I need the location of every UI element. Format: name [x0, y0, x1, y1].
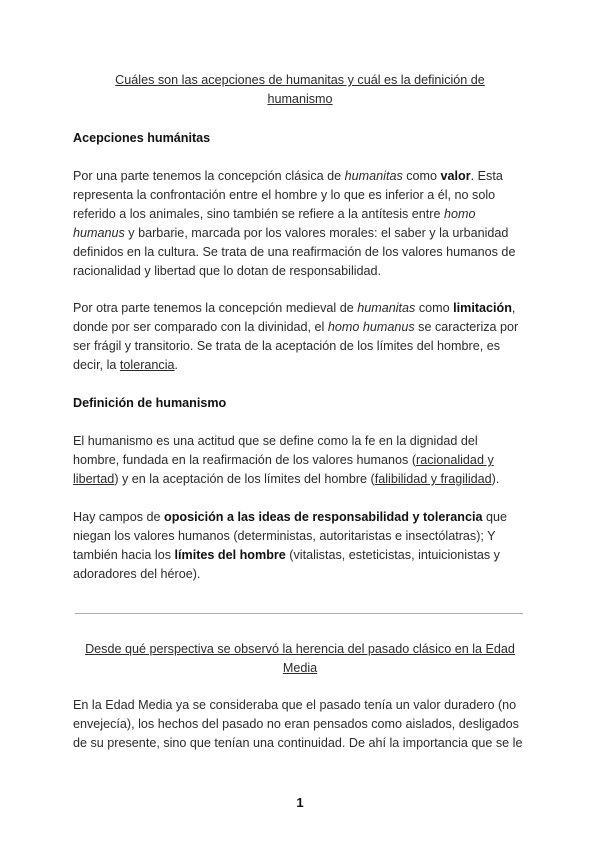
text-run: , [511, 301, 516, 315]
text-run: racionalidad y libertad que lo dotan de responsabilidad. [73, 264, 382, 278]
text-line [73, 394, 533, 413]
text-run: y barbarie, marcada por los valores morales: el saber y la urbanidad [124, 226, 509, 240]
text-run: adoradores del héroe). [73, 567, 201, 581]
text-line [73, 224, 533, 243]
paragraph-valor [73, 167, 533, 281]
text-run: decir, la [73, 358, 120, 372]
text-line [60, 659, 540, 678]
text-line [73, 167, 533, 186]
text-line [73, 546, 533, 565]
text-run: hombre, fundada en la reafirmación de los valores humanos ( [73, 453, 417, 467]
text-line [73, 470, 533, 489]
text-line [73, 205, 533, 224]
text-run: Cuáles son las acepciones de humanitas y cuál es la definición de [115, 73, 485, 87]
text-line [73, 696, 533, 715]
text-line [73, 356, 533, 375]
text-run: de su presente, sino que tenían una continuidad. De ahí la importancia que se le [73, 736, 523, 750]
text-run: humanus [73, 226, 125, 240]
text-run: donde por ser comparado con la divinidad, el [73, 320, 328, 334]
text-run: El humanismo es una actitud que se define como la fe en la dignidad del [73, 434, 478, 448]
text-line [73, 715, 533, 734]
text-run: ). [491, 472, 500, 486]
text-run: definidos en la cultura. Se trata de una reafirmación de los valores humanos de [73, 245, 516, 259]
text-run: como [415, 301, 454, 315]
text-run: homo [444, 207, 476, 221]
text-line [73, 451, 533, 470]
text-line [60, 90, 540, 109]
text-run: humanitas [344, 169, 403, 183]
paragraph-oposicion [73, 508, 533, 584]
text-line [73, 508, 533, 527]
heading-definicion [73, 394, 533, 413]
text-run: representa la confrontación entre el hombre y lo que es inferior a él, no solo [73, 188, 496, 202]
text-line [73, 527, 533, 546]
horizontal-divider [75, 613, 523, 614]
text-run: homo humanus [327, 320, 415, 334]
text-line [60, 640, 540, 659]
text-run: humanismo [267, 92, 333, 106]
text-line [73, 565, 533, 584]
text-run: Acepciones humánitas [73, 131, 211, 145]
text-run: como [402, 169, 441, 183]
text-run: tolerancia [119, 358, 175, 372]
heading-acepciones [73, 129, 533, 148]
text-line [73, 262, 533, 281]
text-line [73, 337, 533, 356]
text-run: Definición de humanismo [73, 396, 227, 410]
text-run: Por una parte tenemos la concepción clásica de [73, 169, 345, 183]
text-run: oposición a las ideas de responsabilidad y tolerancia [164, 510, 483, 524]
page-number: 1 [296, 795, 304, 810]
text-line [60, 71, 540, 90]
text-line [73, 243, 533, 262]
text-line [73, 734, 533, 753]
paragraph-edad-media [73, 696, 533, 753]
text-run: Hay campos de [73, 510, 164, 524]
text-run: valor [440, 169, 471, 183]
text-line [73, 186, 533, 205]
text-run: . Esta [470, 169, 503, 183]
text-run: límites del hombre [174, 548, 286, 562]
text-run: ) y en la aceptación de los límites del hombre ( [114, 472, 375, 486]
section-title-2 [60, 640, 540, 678]
paragraph-definicion [73, 432, 533, 489]
text-run: ser frágil y transitorio. Se trata de la aceptación de los límites del hombre, es [73, 339, 500, 353]
text-run: envejecía), los hechos del pasado no eran pensados como aislados, desligados [73, 717, 519, 731]
text-run: libertad [73, 472, 115, 486]
text-run: Por otra parte tenemos la concepción medieval de [73, 301, 358, 315]
text-run: que [482, 510, 507, 524]
text-run: limitación [453, 301, 512, 315]
text-line [73, 129, 533, 148]
text-run: En la Edad Media ya se consideraba que el pasado tenía un valor duradero (no [73, 698, 517, 712]
section-title-1 [60, 71, 540, 109]
text-run: referido a los animales, sino también se refiere a la antítesis entre [73, 207, 445, 221]
text-run: . [174, 358, 179, 372]
text-run: Media [282, 661, 318, 675]
text-line [73, 432, 533, 451]
text-run: niegan los valores humanos (deterministas, autoritaristas e insectólatras); Y [73, 529, 496, 543]
paragraph-limitacion [73, 299, 533, 375]
text-line [73, 299, 533, 318]
text-line [73, 318, 533, 337]
text-run: racionalidad y [416, 453, 494, 467]
text-run: Desde qué perspectiva se observó la herencia del pasado clásico en la Edad [85, 642, 515, 656]
text-run: se caracteriza por [414, 320, 519, 334]
text-run: (vitalistas, esteticistas, intuicionistas y [285, 548, 500, 562]
text-run: falibilidad y fragilidad [374, 472, 492, 486]
text-run: también hacia los [73, 548, 175, 562]
text-run: humanitas [357, 301, 416, 315]
